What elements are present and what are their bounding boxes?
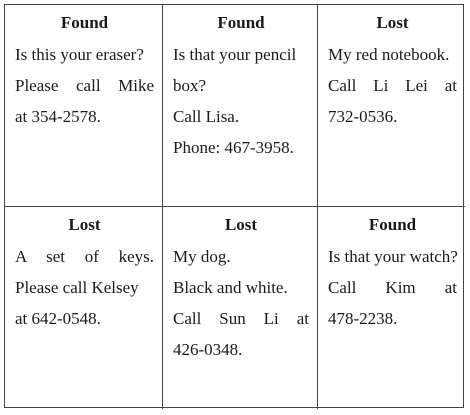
notice-line: Call Sun Li at: [173, 309, 309, 328]
notice-title: Lost: [376, 13, 409, 32]
notice-line: Is that your pencil: [173, 45, 297, 64]
notice-title: Found: [217, 13, 265, 32]
notice-line: Please call Kelsey: [15, 278, 139, 297]
notice-found-pencil-box: [163, 5, 318, 207]
notice-line: Phone: 467-3958.: [173, 138, 294, 157]
notice-line: 478-2238.: [328, 309, 398, 328]
lost-and-found-board: [4, 4, 464, 408]
notice-line: Is this your eraser?: [15, 45, 144, 64]
notice-title: Lost: [224, 215, 258, 234]
notice-found-eraser: [5, 5, 163, 207]
notice-line: My red notebook.: [328, 45, 450, 64]
notice-line: A set of keys.: [15, 247, 154, 266]
notice-found-watch: [318, 207, 465, 409]
notice-lost-keys: [5, 207, 163, 409]
notice-line: Please call Mike: [15, 76, 154, 95]
notice-line: Is that your watch?: [328, 247, 458, 266]
notice-line: Call Kim at: [328, 278, 457, 297]
notice-line: at 354-2578.: [15, 107, 101, 126]
notice-line: 732-0536.: [328, 107, 398, 126]
notice-line: Call Li Lei at: [328, 76, 457, 95]
notice-lost-notebook: [318, 5, 465, 207]
notice-lost-dog: [163, 207, 318, 409]
notice-title: Found: [60, 13, 109, 32]
notice-title: Found: [368, 215, 417, 234]
notice-line: 426-0348.: [173, 340, 243, 359]
notice-line: box?: [173, 76, 207, 95]
notice-line: My dog.: [173, 247, 231, 266]
notice-line: Black and white.: [173, 278, 288, 297]
notice-line: at 642-0548.: [15, 309, 101, 328]
notice-title: Lost: [68, 215, 101, 234]
notice-line: Call Lisa.: [173, 107, 240, 126]
